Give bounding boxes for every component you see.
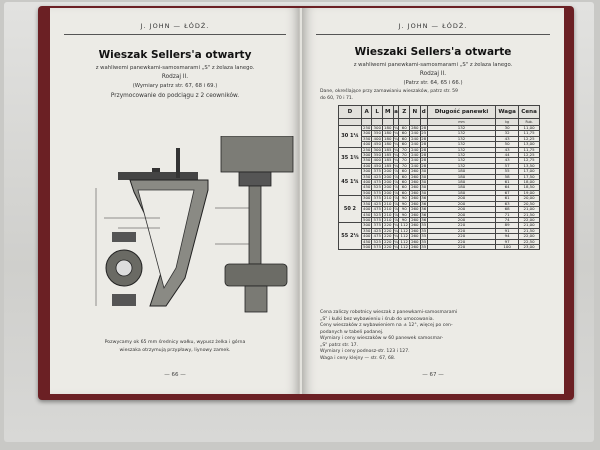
table-cell: 25: [421, 130, 427, 136]
table-cell: ¾: [394, 233, 398, 239]
table-cell: 112: [400, 238, 408, 244]
table-cell: 250: [362, 146, 371, 152]
left-page-title: Wieszak Sellers'a otwarty: [98, 49, 252, 61]
table-cell: 400: [362, 206, 371, 212]
table-cell: 200: [427, 217, 495, 222]
table-cell: 260: [411, 206, 419, 212]
table-group-label: 50 2: [339, 196, 362, 223]
table-cell: 220: [384, 238, 392, 244]
table-cell: 240: [411, 130, 419, 136]
right-intro-line1: Dane, określające przy zamawianiu wieszaków, patrz str. 59: [320, 89, 458, 94]
table-cell: ⅞: [394, 168, 398, 174]
note-line: „S" i kulki bez wybawieniu i śrub do umocowania.: [320, 316, 435, 322]
table-cell: 11,00: [519, 126, 540, 131]
table-cell: 180: [384, 130, 392, 136]
table-cell: 21,00: [519, 207, 540, 212]
table-cell: ¾: [394, 152, 398, 158]
table-cell: 250: [362, 125, 371, 130]
table-cell: 210: [384, 206, 392, 212]
table-cell: 180: [427, 190, 495, 195]
table-group-label: 35 1⅜: [339, 147, 362, 169]
table-cell: 60: [399, 185, 410, 190]
table-cell: 475: [373, 179, 381, 185]
table-cell: 20,50: [519, 201, 540, 206]
table-cell: 300: [362, 152, 371, 158]
table-header-cell: Cena: [519, 106, 540, 119]
table-cell: 22,50: [519, 239, 540, 244]
table-cell: 22,00: [519, 217, 540, 222]
table-cell: ⅞: [394, 173, 398, 179]
table-cell: 70: [399, 163, 410, 168]
table-cell: 220: [427, 234, 495, 239]
table-cell: 36: [421, 195, 427, 201]
table-cell: ⅞: [394, 211, 398, 217]
table-cell: 44: [496, 153, 519, 158]
table-cell: 60: [399, 174, 410, 179]
right-page-number: — 67 —: [422, 372, 444, 378]
table-cell: 132: [427, 158, 495, 163]
table-cell: 36: [421, 200, 427, 206]
table-cell: 400: [362, 162, 371, 168]
table-cell: 35: [421, 233, 427, 239]
table-cell: 400: [373, 135, 381, 141]
table-cell: 67: [496, 190, 519, 195]
table-cell: 260: [411, 184, 419, 190]
table-cell: 450: [373, 162, 381, 168]
table-cell: 100: [496, 244, 519, 249]
table-cell: 260: [411, 243, 419, 249]
table-cell: ¾: [394, 222, 398, 228]
table-cell: 220: [427, 223, 495, 228]
table-cell: 74: [496, 217, 519, 222]
table-header-cell: L: [372, 106, 383, 119]
table-cell: 70: [399, 153, 410, 158]
right-page-title: Wieszaki Sellers'a otwarte: [354, 46, 512, 58]
table-cell: 300: [373, 146, 381, 152]
table-cell: 30: [421, 184, 427, 190]
table-cell: 50: [496, 142, 519, 147]
table-cell: 43: [496, 158, 519, 163]
table-cell: 450: [362, 211, 371, 217]
left-przymocowanie: Przymocowanie do podciągu z 2 ceowników.: [110, 93, 240, 99]
table-cell: 36: [421, 211, 427, 217]
table-cell: 60: [399, 180, 410, 185]
table-cell: 30: [421, 168, 427, 174]
table-cell: 132: [427, 147, 495, 152]
table-cell: 200: [384, 184, 392, 190]
table-cell: 60: [399, 142, 410, 147]
table-cell: 200: [384, 179, 392, 185]
table-header-cell: A: [361, 106, 372, 119]
table-cell: 112: [400, 243, 408, 249]
table-cell: ⅞: [394, 184, 398, 190]
table-cell: 200: [427, 207, 495, 212]
table-cell: ¾: [394, 141, 398, 147]
table-cell: 200: [427, 201, 495, 206]
table-subheader-cell: mm: [427, 119, 495, 126]
table-cell: 17,00: [519, 169, 540, 174]
table-cell: 180: [384, 135, 392, 141]
table-cell: 350: [373, 152, 381, 158]
hanger-front-view-drawing: [215, 136, 295, 316]
table-cell: 400: [362, 233, 371, 239]
table-cell: 60: [399, 190, 410, 195]
table-cell: 64: [496, 185, 519, 190]
table-cell: 260: [411, 227, 419, 233]
table-cell: 575: [373, 243, 381, 249]
table-cell: 180: [427, 174, 495, 179]
table-cell: 240: [411, 141, 419, 147]
table-cell: 12,25: [519, 153, 540, 158]
note-line: podanych w tabeli podanej.: [320, 329, 384, 335]
table-header-cell: Waga: [496, 106, 519, 119]
table-cell: 220: [427, 228, 495, 233]
table-cell: 525: [373, 184, 381, 190]
table-cell: 210: [384, 200, 392, 206]
table-cell: ¾: [394, 157, 398, 163]
table-cell: 210: [384, 216, 392, 222]
table-cell: 21,50: [519, 212, 540, 217]
table-cell: 30: [496, 126, 519, 131]
table-subheader-cell: [339, 119, 362, 126]
table-cell: 30: [421, 179, 427, 185]
table-cell: 525: [373, 211, 381, 217]
table-cell: 18,00: [519, 180, 540, 185]
table-group-label: 30 1¼: [339, 126, 362, 148]
table-cell: 21,50: [519, 228, 540, 233]
table-cell: 43: [496, 136, 519, 141]
table-cell: 28: [421, 152, 427, 158]
table-cell: 35: [421, 227, 427, 233]
table-cell: ⅞: [394, 216, 398, 222]
table-cell: 61: [496, 180, 519, 185]
table-cell: ¾: [394, 146, 398, 152]
table-cell: 200: [427, 212, 495, 217]
table-cell: 63: [496, 201, 519, 206]
table-cell: 57: [496, 163, 519, 168]
right-header-rule: [316, 34, 550, 35]
table-notes: [320, 310, 550, 362]
table-cell: 400: [362, 179, 371, 185]
table-cell: 240: [411, 146, 419, 152]
left-caption-line1: Pozwycamy ok 65 mm średnicy wałku, wypusz żelka i górna: [104, 340, 246, 345]
table-cell: 11,75: [519, 147, 540, 152]
table-cell: 500: [362, 216, 371, 222]
table-cell: 21,00: [519, 223, 540, 228]
table-cell: 240: [411, 152, 419, 158]
table-cell: 55: [496, 169, 519, 174]
table-cell: 575: [373, 189, 381, 195]
table-cell: 70: [399, 147, 410, 152]
table-cell: 132: [427, 131, 495, 136]
table-cell: 300: [362, 195, 371, 201]
table-cell: 70: [399, 158, 410, 163]
table-cell: 94: [496, 234, 519, 239]
left-page: [50, 8, 300, 394]
table-cell: 12,25: [519, 136, 540, 141]
table-cell: 350: [362, 227, 371, 233]
left-caption-line2: wieszaka otrzymują przypławy, liynowy zamek.: [119, 348, 231, 353]
table-cell: 350: [362, 135, 371, 141]
note-line: „S" patrz str. 17.: [320, 342, 359, 348]
table-cell: 280: [411, 125, 419, 130]
right-page: [302, 8, 564, 394]
table-cell: 200: [427, 196, 495, 201]
table-cell: 240: [411, 157, 419, 163]
table-cell: 13,00: [519, 142, 540, 147]
table-cell: 525: [373, 238, 381, 244]
table-header-row: [339, 106, 540, 119]
table-cell: 220: [384, 243, 392, 249]
table-cell: 260: [411, 211, 419, 217]
table-cell: 425: [373, 173, 381, 179]
table-subheader-cell: kg: [496, 119, 519, 126]
table-header-cell: Długość panewki: [427, 106, 495, 119]
table-cell: 350: [362, 173, 371, 179]
table-cell: 260: [411, 222, 419, 228]
table-cell: 375: [373, 195, 381, 201]
table-cell: 260: [411, 216, 419, 222]
table-cell: 210: [384, 211, 392, 217]
table-cell: 13,50: [519, 163, 540, 168]
table-subheader-cell: Rub.: [519, 119, 540, 126]
table-cell: ¾: [394, 130, 398, 136]
table-cell: 240: [411, 162, 419, 168]
table-cell: 180: [384, 125, 392, 130]
right-subtitle: z wahliwemi panewkami-samosmarami „S" z żelaza lanego.: [353, 62, 513, 68]
table-cell: 575: [373, 216, 381, 222]
table-cell: 35: [421, 243, 427, 249]
table-cell: 60: [399, 126, 410, 131]
table-cell: 200: [384, 168, 392, 174]
table-cell: 89: [496, 223, 519, 228]
left-page-number: — 66 —: [164, 372, 186, 378]
table-cell: 43: [496, 147, 519, 152]
table-cell: 425: [373, 227, 381, 233]
table-cell: 28: [421, 162, 427, 168]
table-cell: ⅞: [394, 189, 398, 195]
table-cell: 475: [373, 206, 381, 212]
table-cell: 300: [362, 130, 371, 136]
table-cell: 60: [399, 136, 410, 141]
table-cell: ¾: [394, 238, 398, 244]
table-cell: ¾: [394, 125, 398, 130]
table-cell: 20,00: [519, 196, 540, 201]
table-cell: 300: [362, 222, 371, 228]
table-cell: 300: [362, 168, 371, 174]
table-cell: 12,75: [519, 158, 540, 163]
table-group-label: 55 2⅛: [339, 223, 362, 250]
right-rodzaj: Rodzaj II.: [419, 71, 447, 77]
note-line: Wymiary i ceny wieszaków w 60 panewek samosmar-: [320, 336, 444, 341]
right-running-header: J. JOHN — ŁÓDŹ.: [398, 22, 468, 30]
table-cell: ¾: [394, 227, 398, 233]
table-cell: 60: [399, 131, 410, 136]
table-group-label: 45 1¾: [339, 169, 362, 196]
table-cell: 200: [384, 189, 392, 195]
table-cell: 185: [384, 146, 392, 152]
table-cell: 97: [496, 239, 519, 244]
table-cell: 185: [384, 162, 392, 168]
table-cell: 185: [384, 157, 392, 163]
table-header-cell: N: [410, 106, 421, 119]
table-cell: 260: [411, 238, 419, 244]
table-cell: 400: [373, 157, 381, 163]
table-cell: 112: [400, 233, 408, 239]
table-header-cell: M: [382, 106, 393, 119]
table-cell: 260: [411, 189, 419, 195]
table-cell: 91: [496, 228, 519, 233]
table-cell: 90: [399, 196, 410, 201]
table-cell: 240: [411, 135, 419, 141]
table-cell: 350: [373, 130, 381, 136]
table-cell: 210: [384, 195, 392, 201]
right-intro-line2: do 60, 70 i 71.: [320, 96, 354, 101]
table-header-cell: D: [339, 106, 362, 119]
table-cell: 35: [421, 222, 427, 228]
note-line: Cena zaliczy robotnicy wieszak z panewkami-samosmarami: [320, 310, 458, 315]
specification-table: [338, 105, 540, 250]
table-cell: 220: [427, 244, 495, 249]
table-cell: 28: [421, 141, 427, 147]
table-cell: 260: [411, 179, 419, 185]
table-cell: ⅞: [394, 206, 398, 212]
table-cell: 450: [362, 238, 371, 244]
table-cell: 450: [362, 184, 371, 190]
table-cell: 260: [411, 233, 419, 239]
table-cell: 350: [362, 200, 371, 206]
table-cell: 28: [421, 146, 427, 152]
table-cell: 475: [373, 233, 381, 239]
table-cell: 90: [399, 212, 410, 217]
table-cell: 450: [373, 141, 381, 147]
table-cell: 260: [411, 173, 419, 179]
table-cell: 500: [362, 189, 371, 195]
table-cell: 260: [411, 195, 419, 201]
table-cell: 36: [421, 206, 427, 212]
table-cell: 32: [496, 131, 519, 136]
table-cell: ¾: [394, 135, 398, 141]
table-row: [339, 244, 540, 249]
table-header-cell: a: [393, 106, 399, 119]
table-cell: 61: [496, 196, 519, 201]
table-cell: ⅞: [394, 195, 398, 201]
table-cell: 260: [411, 168, 419, 174]
table-cell: 11,75: [519, 131, 540, 136]
table-cell: 220: [384, 222, 392, 228]
table-cell: 220: [427, 239, 495, 244]
left-header-rule: [64, 34, 286, 35]
table-cell: 22,00: [519, 234, 540, 239]
table-cell: 220: [384, 227, 392, 233]
table-cell: 180: [427, 185, 495, 190]
table-cell: 180: [427, 169, 495, 174]
table-cell: 19,00: [519, 190, 540, 195]
left-running-header: J. JOHN — ŁÓDŹ.: [140, 22, 210, 30]
table-cell: ⅞: [394, 179, 398, 185]
table-cell: 68: [496, 207, 519, 212]
table-cell: 28: [421, 125, 427, 130]
table-cell: 17,50: [519, 174, 540, 179]
table-cell: 400: [362, 141, 371, 147]
left-subtitle: z wahliwemi panewkami-samosmarami „S" z żelaza lanego.: [95, 65, 255, 71]
table-cell: 71: [496, 212, 519, 217]
table-cell: ⅞: [394, 200, 398, 206]
table-cell: 18,50: [519, 185, 540, 190]
table-cell: 500: [362, 243, 371, 249]
table-cell: 28: [421, 157, 427, 163]
table-cell: 30: [421, 189, 427, 195]
table-cell: 425: [373, 200, 381, 206]
table-cell: 200: [384, 173, 392, 179]
table-cell: 132: [427, 163, 495, 168]
table-cell: 90: [399, 201, 410, 206]
table-cell: 112: [400, 227, 408, 233]
table-cell: 180: [427, 180, 495, 185]
note-line: Wymiary i ceny podnosz-str. 123 i 127.: [320, 349, 410, 354]
table-cell: 30: [421, 173, 427, 179]
table-cell: 90: [399, 217, 410, 222]
table-cell: 60: [399, 169, 410, 174]
table-header-cell: d: [420, 106, 427, 119]
left-wymiary: (Wymiary patrz str. 67, 68 i 69.): [132, 83, 218, 89]
note-line: Ceny wieszaków z wybawieniem na ± 12°, więcej po cen-: [320, 323, 453, 328]
table-cell: 375: [373, 168, 381, 174]
table-cell: 375: [373, 222, 381, 228]
table-cell: ¾: [394, 243, 398, 249]
table-cell: 132: [427, 153, 495, 158]
table-cell: 350: [362, 157, 371, 163]
table-header-cell: Z: [399, 106, 410, 119]
table-cell: 36: [421, 216, 427, 222]
right-patrz: (Patrz str. 64, 65 i 66.): [403, 80, 463, 86]
table-cell: ¾: [394, 162, 398, 168]
table-cell: 90: [399, 207, 410, 212]
table-cell: 23,00: [519, 244, 540, 249]
table-cell: 132: [427, 142, 495, 147]
note-line: Waga i ceny klejny — str. 67, 68.: [320, 355, 396, 361]
table-cell: 300: [373, 125, 381, 130]
table-cell: 185: [384, 152, 392, 158]
table-cell: 132: [427, 136, 495, 141]
table-cell: 220: [384, 233, 392, 239]
table-cell: 132: [427, 126, 495, 131]
table-cell: 180: [384, 141, 392, 147]
table-cell: 35: [421, 238, 427, 244]
table-cell: 112: [400, 222, 408, 228]
table-cell: 260: [411, 200, 419, 206]
table-cell: 28: [421, 135, 427, 141]
table-cell: 58: [496, 174, 519, 179]
left-rodzaj: Rodzaj II.: [161, 74, 189, 80]
